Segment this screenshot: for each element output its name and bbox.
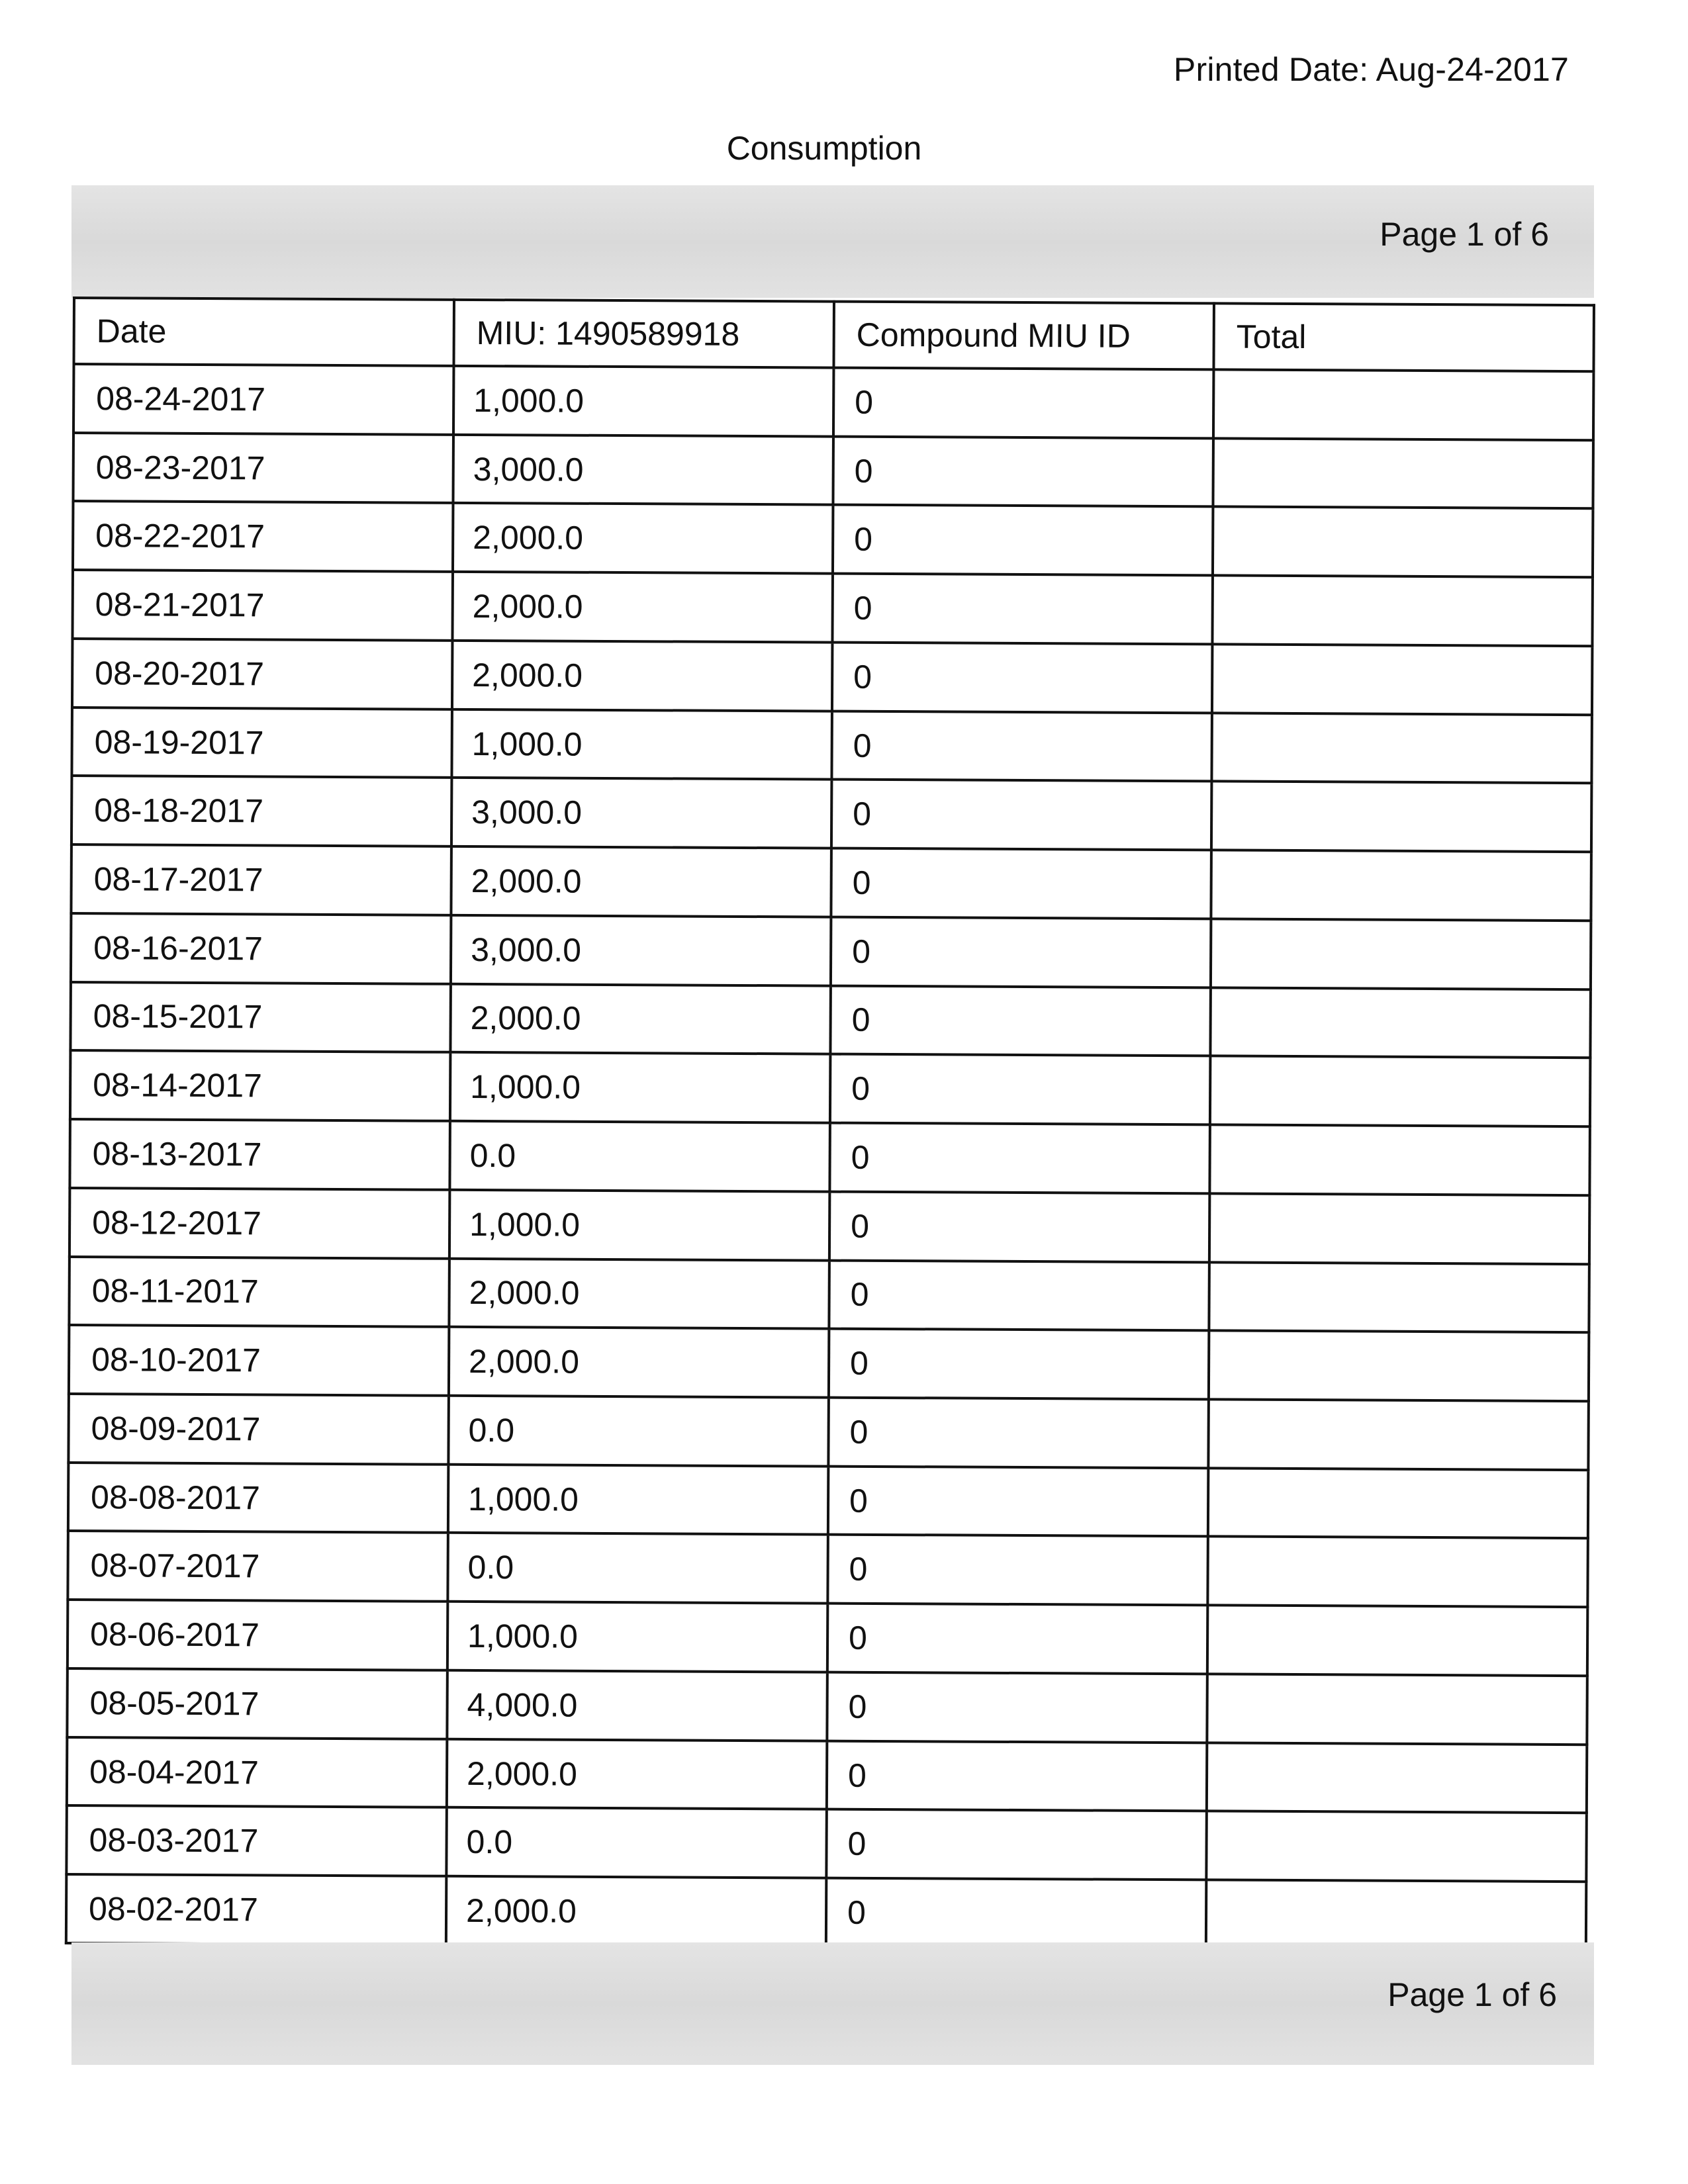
total-cell [1208, 1468, 1589, 1539]
date-cell: 08-08-2017 [68, 1463, 449, 1533]
date-cell: 08-15-2017 [70, 982, 451, 1053]
miu-value-cell: 0.0 [447, 1533, 828, 1604]
miu-value-cell: 1,000.0 [449, 1190, 830, 1261]
total-cell [1212, 576, 1593, 647]
table-row [69, 1325, 1589, 1401]
compound-miu-id-cell: 0 [833, 505, 1213, 576]
miu-value-cell: 1,000.0 [451, 709, 832, 780]
total-cell [1209, 1193, 1590, 1264]
total-cell [1213, 438, 1593, 509]
miu-value-cell: 3,000.0 [451, 915, 831, 986]
consumption-table [65, 296, 1595, 1952]
compound-miu-id-cell: 0 [828, 1466, 1209, 1537]
total-cell [1207, 1743, 1587, 1813]
miu-value-cell: 4,000.0 [447, 1670, 827, 1741]
compound-miu-id-cell: 0 [827, 1672, 1207, 1743]
date-cell: 08-05-2017 [67, 1668, 447, 1739]
compound-miu-id-cell: 0 [832, 574, 1213, 645]
compound-miu-id-cell: 0 [831, 711, 1212, 782]
miu-value-cell: 2,000.0 [446, 1876, 827, 1947]
miu-value-cell: 2,000.0 [451, 846, 831, 917]
date-cell: 08-21-2017 [72, 570, 453, 641]
total-cell [1209, 1124, 1590, 1195]
date-cell: 08-16-2017 [71, 913, 451, 984]
table-row [67, 1737, 1587, 1813]
table-row [68, 1463, 1588, 1539]
compound-miu-id-cell: 0 [831, 917, 1211, 987]
total-cell [1213, 507, 1593, 578]
table-row [71, 913, 1591, 989]
miu-value-cell: 1,000.0 [453, 366, 834, 437]
miu-value-cell: 1,000.0 [450, 1052, 831, 1123]
date-cell: 08-12-2017 [70, 1188, 450, 1259]
compound-miu-id-cell: 0 [827, 1535, 1208, 1606]
total-cell [1208, 1399, 1589, 1470]
total-cell [1210, 1056, 1591, 1127]
total-cell [1211, 919, 1591, 989]
table-row [71, 776, 1591, 852]
table-row [73, 364, 1593, 440]
compound-miu-id-cell: 0 [830, 985, 1211, 1056]
table-row [68, 1600, 1587, 1676]
miu-value-cell: 3,000.0 [451, 778, 832, 848]
total-cell [1212, 644, 1593, 715]
total-cell [1210, 987, 1591, 1058]
table-row [71, 707, 1591, 784]
compound-miu-id-cell: 0 [829, 1123, 1210, 1194]
miu-value-cell: 0.0 [448, 1396, 829, 1467]
total-cell [1211, 713, 1592, 784]
miu-value-cell: 2,000.0 [452, 641, 833, 711]
table-row [68, 1394, 1588, 1470]
miu-value-cell: 0.0 [446, 1807, 827, 1878]
page-number-top: Page 1 of 6 [1380, 216, 1549, 253]
table-row [70, 1050, 1590, 1126]
compound-miu-id-cell: 0 [833, 436, 1213, 507]
compound-miu-id-cell: 0 [826, 1809, 1207, 1880]
date-cell: 08-23-2017 [73, 433, 453, 504]
miu-value-cell: 2,000.0 [453, 503, 833, 574]
table-row [69, 1257, 1589, 1333]
total-cell [1209, 1331, 1589, 1402]
date-cell: 08-07-2017 [68, 1531, 448, 1602]
table-body [66, 364, 1594, 1950]
table-row [73, 433, 1593, 509]
page-title: Consumption [726, 130, 922, 167]
column-header-compound-miu-id: Compound MIU ID [833, 302, 1213, 370]
date-cell: 08-09-2017 [68, 1394, 449, 1465]
miu-value-cell: 1,000.0 [447, 1602, 828, 1672]
column-header-date: Date [74, 298, 454, 366]
column-header-miu: MIU: 1490589918 [453, 300, 833, 368]
compound-miu-id-cell: 0 [829, 1191, 1210, 1262]
table-row [70, 1119, 1589, 1195]
total-cell [1207, 1537, 1588, 1608]
compound-miu-id-cell: 0 [827, 1741, 1207, 1811]
miu-value-cell: 0.0 [449, 1121, 830, 1192]
miu-value-cell: 2,000.0 [449, 1327, 829, 1398]
table-row [66, 1874, 1586, 1950]
miu-value-cell: 1,000.0 [448, 1465, 829, 1535]
compound-miu-id-cell: 0 [833, 368, 1214, 439]
total-cell [1209, 1262, 1589, 1333]
table-row [72, 570, 1592, 646]
total-cell [1213, 369, 1594, 440]
date-cell: 08-10-2017 [69, 1325, 449, 1396]
date-cell: 08-14-2017 [70, 1050, 451, 1121]
compound-miu-id-cell: 0 [827, 1604, 1208, 1674]
date-cell: 08-13-2017 [70, 1119, 450, 1190]
date-cell: 08-17-2017 [71, 844, 451, 915]
table-row [70, 1188, 1589, 1264]
column-header-total: Total [1213, 303, 1593, 371]
total-cell [1211, 850, 1591, 921]
footer-band [71, 1942, 1594, 2065]
date-cell: 08-11-2017 [69, 1257, 449, 1328]
date-cell: 08-20-2017 [72, 639, 453, 709]
total-cell [1207, 1606, 1588, 1676]
date-cell: 08-24-2017 [73, 364, 454, 435]
total-cell [1206, 1880, 1587, 1951]
compound-miu-id-cell: 0 [830, 1054, 1211, 1125]
table-row [68, 1531, 1587, 1607]
total-cell [1207, 1674, 1587, 1745]
date-cell: 08-02-2017 [66, 1874, 447, 1945]
compound-miu-id-cell: 0 [829, 1260, 1209, 1331]
total-cell [1206, 1811, 1587, 1882]
miu-value-cell: 2,000.0 [450, 983, 831, 1054]
table-row [71, 844, 1591, 921]
miu-value-cell: 2,000.0 [447, 1739, 827, 1809]
date-cell: 08-04-2017 [67, 1737, 447, 1808]
compound-miu-id-cell: 0 [831, 780, 1212, 850]
table-row [72, 639, 1592, 715]
compound-miu-id-cell: 0 [826, 1878, 1207, 1949]
page-number-bottom: Page 1 of 6 [1387, 1976, 1557, 2013]
date-cell: 08-22-2017 [73, 501, 453, 572]
date-cell: 08-19-2017 [71, 707, 452, 778]
table-row [73, 501, 1593, 577]
table-row [70, 982, 1590, 1058]
miu-value-cell: 2,000.0 [452, 572, 833, 643]
miu-value-cell: 2,000.0 [449, 1258, 829, 1329]
compound-miu-id-cell: 0 [832, 643, 1213, 713]
compound-miu-id-cell: 0 [828, 1398, 1209, 1469]
compound-miu-id-cell: 0 [831, 848, 1211, 919]
compound-miu-id-cell: 0 [829, 1329, 1209, 1400]
date-cell: 08-06-2017 [68, 1600, 448, 1670]
date-cell: 08-03-2017 [66, 1805, 447, 1876]
date-cell: 08-18-2017 [71, 776, 452, 846]
table-row [66, 1805, 1586, 1882]
printed-date: Printed Date: Aug-24-2017 [1173, 51, 1569, 88]
table-row [67, 1668, 1587, 1745]
header-band [71, 185, 1594, 298]
total-cell [1211, 782, 1592, 852]
miu-value-cell: 3,000.0 [453, 435, 833, 506]
table-header-row [74, 298, 1594, 371]
